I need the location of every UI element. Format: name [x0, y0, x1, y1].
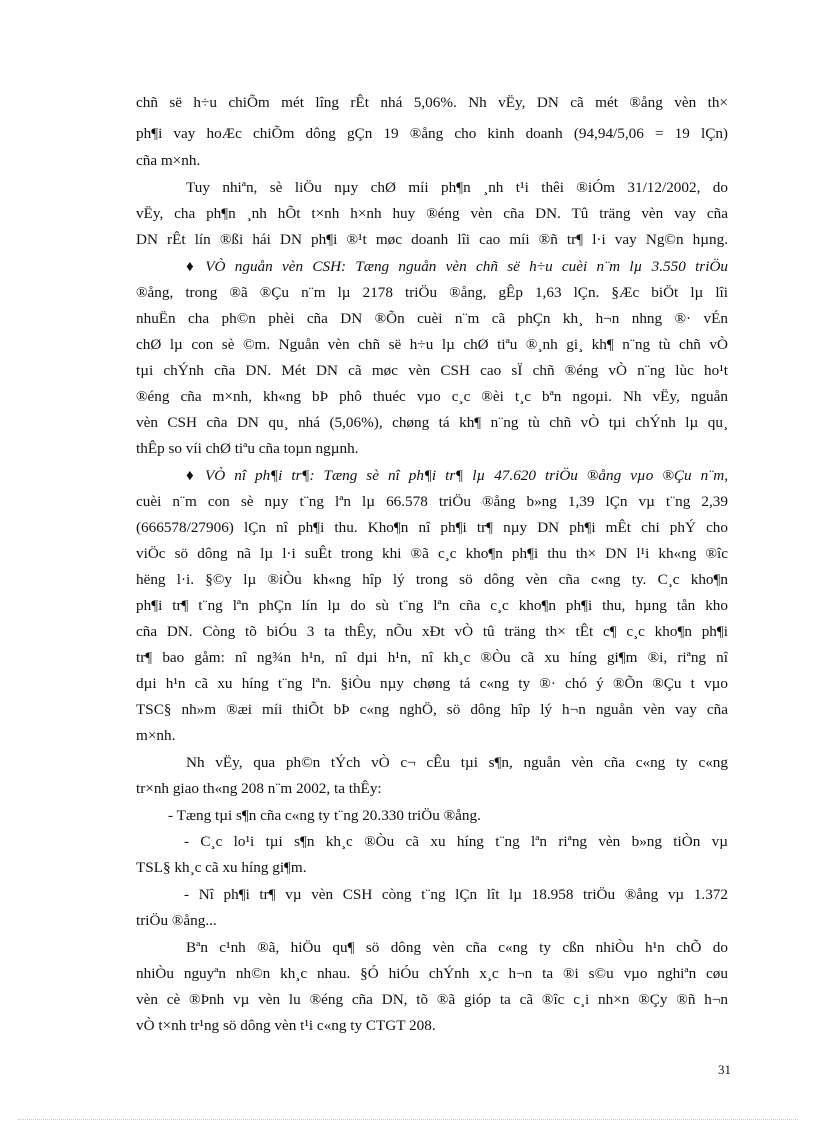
text-line: nhuËn cha ph©n phèi cña DN ®Õn cuèi n¨m cã phÇn kh¸ h¬n nhng ®· vÉn	[136, 310, 728, 327]
text-line: thÊp so víi chØ tiªu cña toµn ngµnh.	[136, 440, 359, 457]
text-line: ph¶i vay hoÆc chiÕm dông gÇn 19 ®ång cho kinh doanh (94,94/5,06 = 19 lÇn)	[136, 125, 728, 142]
equity-heading-and-text: VÒ nguån vèn CSH: Tæng nguån vèn chñ së h÷u cuèi n¨m lµ 3.550 triÖu	[205, 258, 729, 275]
text-line: ®ång, trong ®ã ®Çu n¨m lµ 2178 triÖu ®ång, gÊp 1,63 lÇn. §Æc biÖt lµ lîi	[136, 284, 728, 301]
text-line: triÖu ®ång...	[136, 912, 217, 929]
text-line: nhiÒu nguyªn nh©n kh¸c nhau. §Ó hiÓu chÝnh x¸c h¬n ta ®i s©u vµo nghiªn cøu	[136, 965, 728, 982]
text-line: vËy, cha ph¶n ¸nh hÕt t×nh h×nh huy ®éng vèn cña DN. Tû träng vèn vay cña	[136, 205, 728, 222]
footer-divider	[18, 1119, 798, 1120]
text-line: vÒ t×nh tr¹ng sö dông vèn t¹i c«ng ty CTGT 208.	[136, 1017, 436, 1034]
text-line: chØ lµ con sè ©m. Nguån vèn chñ së h÷u lµ chØ tiªu ®¸nh gi¸ kh¶ n¨ng tù chñ vÒ	[136, 336, 728, 353]
text-line: ph¶i tr¶ t¨ng lªn phÇn lín lµ do sù t¨ng lªn cña c¸c kho¶n ph¶i thu, hµng tån kho	[136, 597, 728, 614]
text-line: vèn CSH cña DN qu¸ nhá (5,06%), chøng tá kh¶ n¨ng tù chñ vÒ tµi chÝnh lµ qu¸	[136, 414, 728, 431]
bullet-line-equity	[186, 259, 728, 274]
summary-item: - Tæng tµi s¶n cña c«ng ty t¨ng 20.330 triÖu ®ång.	[168, 807, 481, 824]
paragraph-first-line: Tuy nhiªn, sè liÖu nµy chØ míi ph¶n ¸nh t¹i thêi ®iÓm 31/12/2002, do	[186, 179, 728, 196]
diamond-bullet-icon: ♦	[186, 258, 200, 275]
text-line: viÖc sö dông nã lµ l·i suÊt trong khi ®ã c¸c kho¶n ph¶i thu th× DN l¹i kh«ng ®îc	[136, 545, 728, 562]
text-line: tµi chÝnh cña DN. Mét DN cã møc vèn CSH cao sÏ chñ ®éng vÒ n¨ng lùc ho¹t	[136, 362, 728, 379]
text-line: DN rÊt lín ®ßi hái DN ph¶i ®¹t møc doanh lîi cao míi ®ñ tr¶ l·i vay Ng©n hµng.	[136, 231, 728, 248]
text-line: ®éng cña m×nh, kh«ng bÞ phô thuéc vµo c¸c ®èi t¸c bªn ngoµi. Nh vËy, nguån	[136, 388, 728, 405]
paragraph-first-line: Bªn c¹nh ®ã, hiÖu qu¶ sö dông vèn cña c«ng ty cßn nhiÒu h¹n chÕ do	[186, 939, 728, 956]
text-line: chñ së h÷u chiÕm mét lîng rÊt nhá 5,06%. Nh vËy, DN cã mét ®ång vèn th×	[136, 94, 728, 111]
summary-item: - Nî ph¶i tr¶ vµ vèn CSH còng t¨ng lÇn lît lµ 18.958 triÖu ®ång vµ 1.372	[184, 886, 728, 903]
text-line: cuèi n¨m con sè nµy t¨ng lªn lµ 66.578 triÖu ®ång b»ng 1,39 lÇn vµ t¨ng 2,39	[136, 493, 728, 510]
text-line: m×nh.	[136, 727, 176, 744]
text-line: hëng l·i. §©y lµ ®iÒu kh«ng hîp lý trong sö dông vèn cña c«ng ty. C¸c kho¶n	[136, 571, 728, 588]
summary-item: - C¸c lo¹i tµi s¶n kh¸c ®Òu cã xu híng t¨ng lªn riªng vèn b»ng tiÒn vµ	[184, 833, 728, 850]
text-line: TSL§ kh¸c cã xu híng gi¶m.	[136, 859, 307, 876]
page-number: 31	[718, 1062, 731, 1077]
text-line: cña DN. Còng tõ biÓu 3 ta thÊy, nÕu xÐt vÒ tû träng th× tÊt c¶ c¸c kho¶n ph¶i	[136, 623, 728, 640]
diamond-bullet-icon: ♦	[186, 467, 199, 484]
text-line: TSC§ nh»m ®æi míi thiÕt bÞ c«ng nghÖ, sö dông hîp lý h¬n nguån vèn vay cña	[136, 701, 728, 718]
bullet-line-liabilities	[186, 468, 728, 483]
paragraph-first-line: Nh vËy, qua ph©n tÝch vÒ c¬ cÊu tµi s¶n, nguån vèn cña c«ng ty c«ng	[186, 754, 728, 771]
text-line: (666578/27906) lÇn nî ph¶i thu. Kho¶n nî ph¶i tr¶ nµy DN ph¶i mÊt chi phÝ cho	[136, 519, 728, 536]
text-line: cña m×nh.	[136, 152, 201, 169]
text-line: vèn cè ®Þnh vµ vèn lu ®éng cña DN, tõ ®ã gióp ta cã ®îc c¸i nh×n ®Çy ®ñ h¬n	[136, 991, 728, 1008]
text-line: tr×nh giao th«ng 208 n¨m 2002, ta thÊy:	[136, 780, 382, 797]
text-line: dµi h¹n cã xu híng t¨ng lªn. §iÒu nµy chøng tá c«ng ty ®· chó ý ®Õn ®Çu t vµo	[136, 675, 728, 692]
liabilities-heading-and-text: VÒ nî ph¶i tr¶: Tæng sè nî ph¶i tr¶ lµ 47.620 triÖu ®ång vµo ®Çu n¨m,	[204, 467, 729, 484]
text-line: tr¶ bao gåm: nî ng¾n h¹n, nî dµi h¹n, nî kh¸c ®Òu cã xu híng gi¶m ®i, riªng nî	[136, 649, 728, 666]
